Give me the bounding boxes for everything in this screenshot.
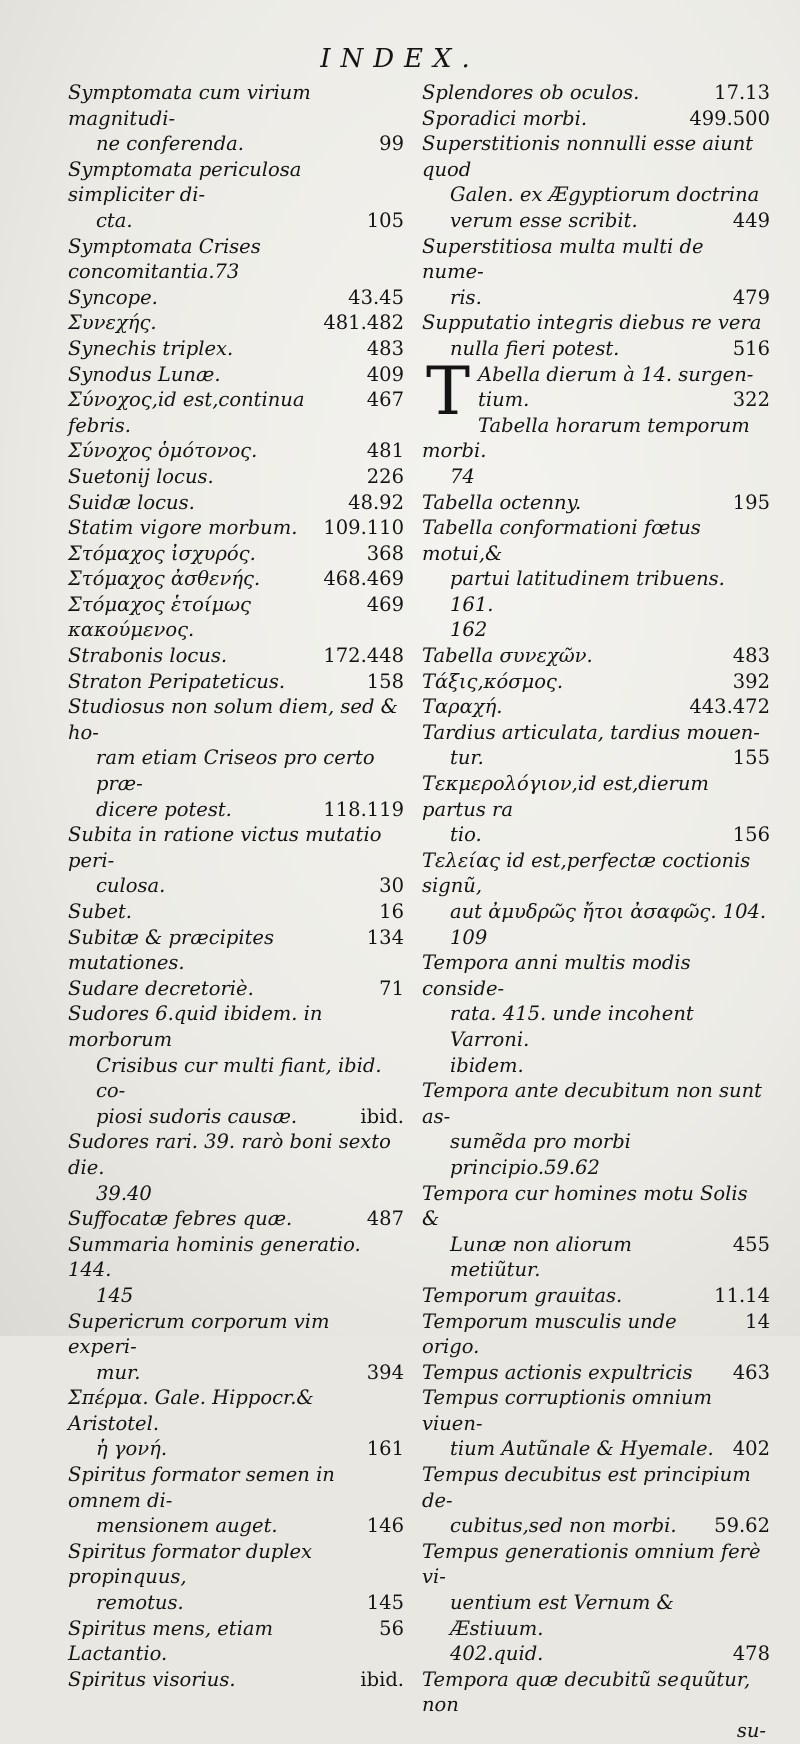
entry-text: Sudores 6.quid ibidem. in morborum — [68, 1002, 323, 1051]
entry-text: remotus. — [96, 1591, 184, 1615]
entry-text: Strabonis locus. — [68, 644, 228, 668]
index-entry — [68, 464, 404, 490]
page-reference: 156 — [732, 823, 770, 847]
entry-text: Symptomata cum virium magnitudi- — [68, 81, 311, 130]
index-entry — [422, 1641, 770, 1667]
entry-text: Abella dierum à 14. surgen- — [478, 362, 754, 386]
index-entry — [422, 669, 770, 695]
entry-text: Symptomata periculosa simpliciter di- — [68, 157, 302, 207]
entry-text: mur. — [96, 1360, 141, 1384]
entry-text: Lunæ non aliorum metiũtur. — [450, 1232, 632, 1282]
page-reference: 109.110 — [323, 516, 404, 540]
page-reference: 48.92 — [348, 490, 404, 514]
page-reference: 146 — [366, 1514, 404, 1538]
index-entry — [68, 745, 404, 796]
index-entry — [68, 669, 404, 695]
index-entry — [422, 925, 770, 951]
page-reference: 17.13 — [714, 81, 770, 104]
entry-text: Σύνοχος,id est,continua febris. — [68, 388, 305, 437]
entry-text: Sporadici morbi. — [422, 106, 588, 130]
page-reference: 468.469 — [323, 567, 404, 591]
index-entry — [68, 515, 404, 541]
index-entry — [422, 182, 770, 208]
index-entry — [422, 515, 770, 566]
entry-text: tio. — [450, 823, 482, 847]
index-entry — [422, 1513, 770, 1539]
index-entry — [422, 848, 770, 899]
index-entry — [68, 1667, 404, 1693]
entry-text: nulla fieri potest. — [450, 336, 620, 360]
page-reference: 11.14 — [714, 1283, 770, 1307]
page-reference: 455 — [732, 1232, 770, 1256]
index-entry — [422, 1309, 770, 1360]
entry-text: Tabella octenny. — [422, 490, 582, 514]
entry-text: Tempus generationis omnium ferè vi- — [422, 1539, 761, 1589]
index-entry — [68, 1462, 404, 1513]
page-reference: 226 — [366, 464, 404, 488]
entry-text: Splendores ob oculos. — [422, 81, 640, 104]
index-entry — [422, 566, 770, 617]
index-entry — [68, 1206, 404, 1232]
entry-text: tium Autũnale & Hyemale. — [450, 1437, 714, 1461]
entry-text: Subet. — [68, 900, 132, 923]
index-entry — [68, 1539, 404, 1590]
entry-text: Σύνοχος ὁμότονος. — [68, 439, 258, 463]
page-reference: 409 — [366, 362, 404, 386]
entry-text: 402.quid. — [450, 1642, 544, 1666]
page-reference: 16 — [379, 900, 404, 923]
index-entry — [68, 208, 404, 234]
page-reference: 145 — [366, 1591, 404, 1615]
entry-text: Straton Peripateticus. — [68, 669, 286, 693]
entry-text: Σπέρμα. Gale. Hippocr.& Aristotel. — [68, 1386, 314, 1435]
index-entry — [422, 208, 770, 234]
entry-text: Tabella horarum temporum morbi. — [422, 413, 750, 463]
page-reference: 99 — [379, 132, 404, 156]
drop-cap-letter: T — [426, 352, 471, 430]
page-reference: 481 — [366, 439, 404, 463]
entry-text: Synechis triplex. — [68, 336, 234, 360]
index-entry — [68, 976, 404, 1002]
page-reference: 467 — [366, 388, 404, 412]
entry-text: ris. — [450, 285, 482, 309]
page-reference: 155 — [732, 746, 770, 770]
index-entry — [68, 387, 404, 438]
index-entry — [68, 1616, 404, 1667]
page-reference: 487 — [366, 1207, 404, 1231]
index-entry — [422, 1181, 770, 1232]
page-reference: 118.119 — [323, 797, 404, 821]
entry-text: Temporum grauitas. — [422, 1283, 623, 1307]
index-entry — [68, 80, 404, 131]
page-reference: 463 — [732, 1360, 770, 1384]
index-entry — [68, 643, 404, 669]
entry-text: Spiritus formator semen in omnem di- — [68, 1463, 335, 1512]
page-reference: 449 — [732, 208, 770, 232]
index-entry — [422, 720, 770, 746]
entry-text: piosi sudoris causæ. — [96, 1104, 298, 1128]
index-entry — [68, 1513, 404, 1539]
entry-text: cubitus,sed non morbi. — [450, 1514, 677, 1538]
page-reference: 469 — [366, 592, 404, 616]
entry-text: Suidæ locus. — [68, 490, 195, 514]
entry-text: Sudores rari. 39. rarò boni sexto die. — [68, 1130, 391, 1179]
entry-text: Tempora cur homines motu Solis & — [422, 1181, 748, 1231]
index-entry — [68, 157, 404, 208]
index-entry — [68, 1590, 404, 1616]
index-entry — [68, 694, 404, 745]
page-reference: 195 — [732, 490, 770, 514]
entry-text: cta. — [96, 208, 133, 232]
entry-text: rata. 415. unde incohent Varroni. — [450, 1002, 694, 1051]
index-entry — [422, 106, 770, 132]
entry-text: ne conferenda. — [96, 132, 245, 156]
index-entry — [68, 873, 404, 899]
index-entry — [68, 234, 404, 285]
index-column-right — [422, 80, 770, 1744]
index-entry — [68, 1232, 404, 1283]
index-entry — [422, 131, 770, 182]
entry-text: Στόμαχος ἀσθενής. — [68, 567, 261, 591]
entry-text: Tempora quæ decubitũ sequũtur, non — [422, 1667, 751, 1717]
entry-text: Suetonij locus. — [68, 464, 214, 488]
page-reference: 478 — [732, 1642, 770, 1666]
index-entry — [422, 899, 770, 925]
index-entry — [422, 336, 770, 362]
page-reference: 59.62 — [714, 1514, 770, 1538]
entry-text: Spiritus mens, etiam Lactantio. — [68, 1616, 273, 1666]
index-entry — [68, 1360, 404, 1386]
entry-text: Summaria hominis generatio. 144. — [68, 1232, 361, 1282]
index-entry — [68, 285, 404, 311]
index-entry — [422, 1539, 770, 1590]
index-entry — [422, 234, 770, 285]
index-entry — [422, 1232, 770, 1283]
index-entry — [68, 1436, 404, 1462]
index-entry — [68, 925, 404, 976]
entry-text: Τελείας id est,perfectæ coctionis signũ, — [422, 848, 751, 898]
entry-text: Spiritus visorius. — [68, 1667, 236, 1691]
page-reference: ibid. — [360, 1104, 404, 1128]
entry-text: Synodus Lunæ. — [68, 362, 221, 386]
entry-text: Στόμαχος ἰσχυρός. — [68, 541, 256, 565]
entry-text: Galen. ex Ægyptiorum doctrina — [450, 183, 760, 207]
entry-text: tium. — [478, 388, 530, 412]
page-reference: 516 — [732, 336, 770, 360]
entry-text: mensionem auget. — [96, 1514, 278, 1538]
index-entry — [68, 1283, 404, 1309]
entry-text: Sudare decretoriè. — [68, 976, 254, 1000]
page-reference: 483 — [732, 644, 770, 668]
entry-text: Temporum musculis unde origo. — [422, 1309, 677, 1359]
entry-text: dicere potest. — [96, 797, 232, 821]
page-reference: 30 — [379, 874, 404, 898]
index-entry — [68, 1001, 404, 1052]
index-entry — [422, 1053, 770, 1079]
page-reference: 56 — [379, 1616, 404, 1640]
index-entry — [422, 617, 770, 643]
page-reference: 481.482 — [323, 311, 404, 335]
index-entry — [68, 362, 404, 388]
index-entry — [422, 413, 770, 464]
entry-text: Supputatio integris diebus re vera — [422, 311, 762, 335]
entry-text: Τεκμερολόγιον,id est,dierum partus ra — [422, 772, 709, 821]
page-reference: 479 — [732, 285, 770, 309]
entry-text: aut ἀμυδρῶς ἤτοι ἀσαφῶς. 104. — [450, 900, 767, 923]
index-entry — [68, 797, 404, 823]
entry-text: 39.40 — [96, 1181, 152, 1205]
entry-text: uentium est Vernum & Æstiuum. — [450, 1591, 674, 1640]
entry-text: Tabella συνεχῶν. — [422, 644, 593, 668]
index-entry — [422, 694, 770, 720]
entry-text: Tempus actionis expultricis — [422, 1360, 693, 1384]
page-reference: 402 — [732, 1437, 770, 1461]
index-column-left — [68, 80, 404, 1692]
entry-text: ἡ γονή. — [96, 1437, 168, 1461]
index-entry — [68, 1104, 404, 1130]
entry-text: Στόμαχος ἑτοίμως κακούμενος. — [68, 592, 251, 642]
index-entry — [422, 1385, 770, 1436]
entry-text: Ταραχή. — [422, 695, 503, 719]
index-entry — [422, 1436, 770, 1462]
entry-text: tur. — [450, 746, 484, 770]
index-entry-dropcap — [422, 352, 770, 430]
index-entry — [422, 745, 770, 771]
index-entry — [422, 464, 770, 490]
index-entry — [68, 1053, 404, 1104]
entry-text: Tempus decubitus est principium de- — [422, 1463, 751, 1512]
entry-text: Tardius articulata, tardius mouen- — [422, 720, 760, 744]
page-reference: 134 — [366, 925, 404, 949]
index-entry — [68, 566, 404, 592]
index-entry — [68, 822, 404, 873]
page-reference: ibid. — [360, 1667, 404, 1691]
entry-text: Supericrum corporum vim experi- — [68, 1309, 330, 1359]
index-entry — [422, 1001, 770, 1052]
index-entry — [422, 1129, 770, 1180]
page-header: INDEX. — [320, 44, 480, 74]
page-reference: 71 — [379, 976, 404, 1000]
index-entry — [68, 1385, 404, 1436]
entry-text: Suffocatæ febres quæ. — [68, 1207, 293, 1231]
entry-text: Syncope. — [68, 285, 158, 309]
index-entry — [68, 1181, 404, 1207]
index-entry — [68, 541, 404, 567]
entry-text: Statim vigore morbum. — [68, 516, 298, 540]
page-reference: 368 — [366, 541, 404, 565]
entry-text: Spiritus formator duplex propinquus, — [68, 1539, 313, 1589]
page-reference: 105 — [366, 208, 404, 232]
index-entry — [422, 822, 770, 848]
page-reference: 43.45 — [348, 285, 404, 309]
index-entry — [422, 1462, 770, 1513]
page-reference: 394 — [366, 1360, 404, 1384]
index-entry — [68, 131, 404, 157]
index-entry — [422, 643, 770, 669]
entry-text: sumẽda pro morbi principio.59.62 — [450, 1130, 631, 1179]
page-reference: 483 — [366, 336, 404, 360]
index-entry — [422, 1667, 770, 1718]
page-reference: 392 — [732, 669, 770, 693]
index-entry — [422, 950, 770, 1001]
index-entry — [68, 899, 404, 925]
entry-text: Συνεχής. — [68, 311, 157, 335]
entry-text: Tabella conformationi fœtus motui,& — [422, 516, 701, 565]
entry-text: verum esse scribit. — [450, 208, 638, 232]
entry-text: Superstitionis nonnulli esse aiunt quod — [422, 132, 754, 181]
index-entry — [68, 1129, 404, 1180]
entry-text: partui latitudinem tribuens. 161. — [450, 567, 725, 616]
entry-text: 74 — [450, 464, 475, 488]
entry-text: Symptomata Crises concomitantia.73 — [68, 234, 261, 284]
index-entry — [422, 490, 770, 516]
index-entry — [422, 1283, 770, 1309]
entry-text: culosa. — [96, 874, 166, 898]
index-entry — [422, 1360, 770, 1386]
page-reference: 161 — [366, 1437, 404, 1461]
index-entry — [422, 285, 770, 311]
entry-text: Subita in ratione victus mutatio peri- — [68, 823, 382, 872]
entry-text: Studiosus non solum diem, sed & ho- — [68, 695, 399, 744]
index-entry — [68, 490, 404, 516]
entry-text: Tempora anni multis modis conside- — [422, 951, 691, 1000]
entry-text: Tempus corruptionis omnium viuen- — [422, 1386, 713, 1435]
entry-text: Τάξις,κόσμος. — [422, 669, 564, 693]
entry-text: 162 — [450, 618, 488, 642]
index-entry — [422, 1078, 770, 1129]
index-entry — [68, 310, 404, 336]
page-reference: 499.500 — [689, 106, 770, 130]
index-entry — [422, 80, 770, 106]
index-entry — [68, 592, 404, 643]
page-reference: 14 — [745, 1309, 770, 1333]
index-entry — [68, 1309, 404, 1360]
index-entry — [422, 310, 770, 336]
entry-text: 145 — [96, 1283, 134, 1307]
page-reference: 322 — [732, 388, 770, 412]
entry-text: Superstitiosa multa multi de nume- — [422, 234, 704, 284]
entry-text: Tempora ante decubitum non sunt as- — [422, 1079, 762, 1128]
entry-text: 109 — [450, 925, 488, 949]
index-entry — [68, 438, 404, 464]
page-reference: 172.448 — [323, 644, 404, 668]
index-entry — [422, 1590, 770, 1641]
page-reference: 443.472 — [689, 695, 770, 719]
index-entry — [422, 771, 770, 822]
entry-text: Crisibus cur multi fiant, ibid. co- — [96, 1053, 382, 1103]
catchword: su- — [736, 1719, 766, 1742]
page-reference: 158 — [366, 669, 404, 693]
entry-text: ibidem. — [450, 1053, 524, 1077]
entry-text: Subitæ & præcipites mutationes. — [68, 925, 274, 975]
entry-text: ram etiam Criseos pro certo præ- — [96, 746, 375, 796]
index-entry — [68, 336, 404, 362]
